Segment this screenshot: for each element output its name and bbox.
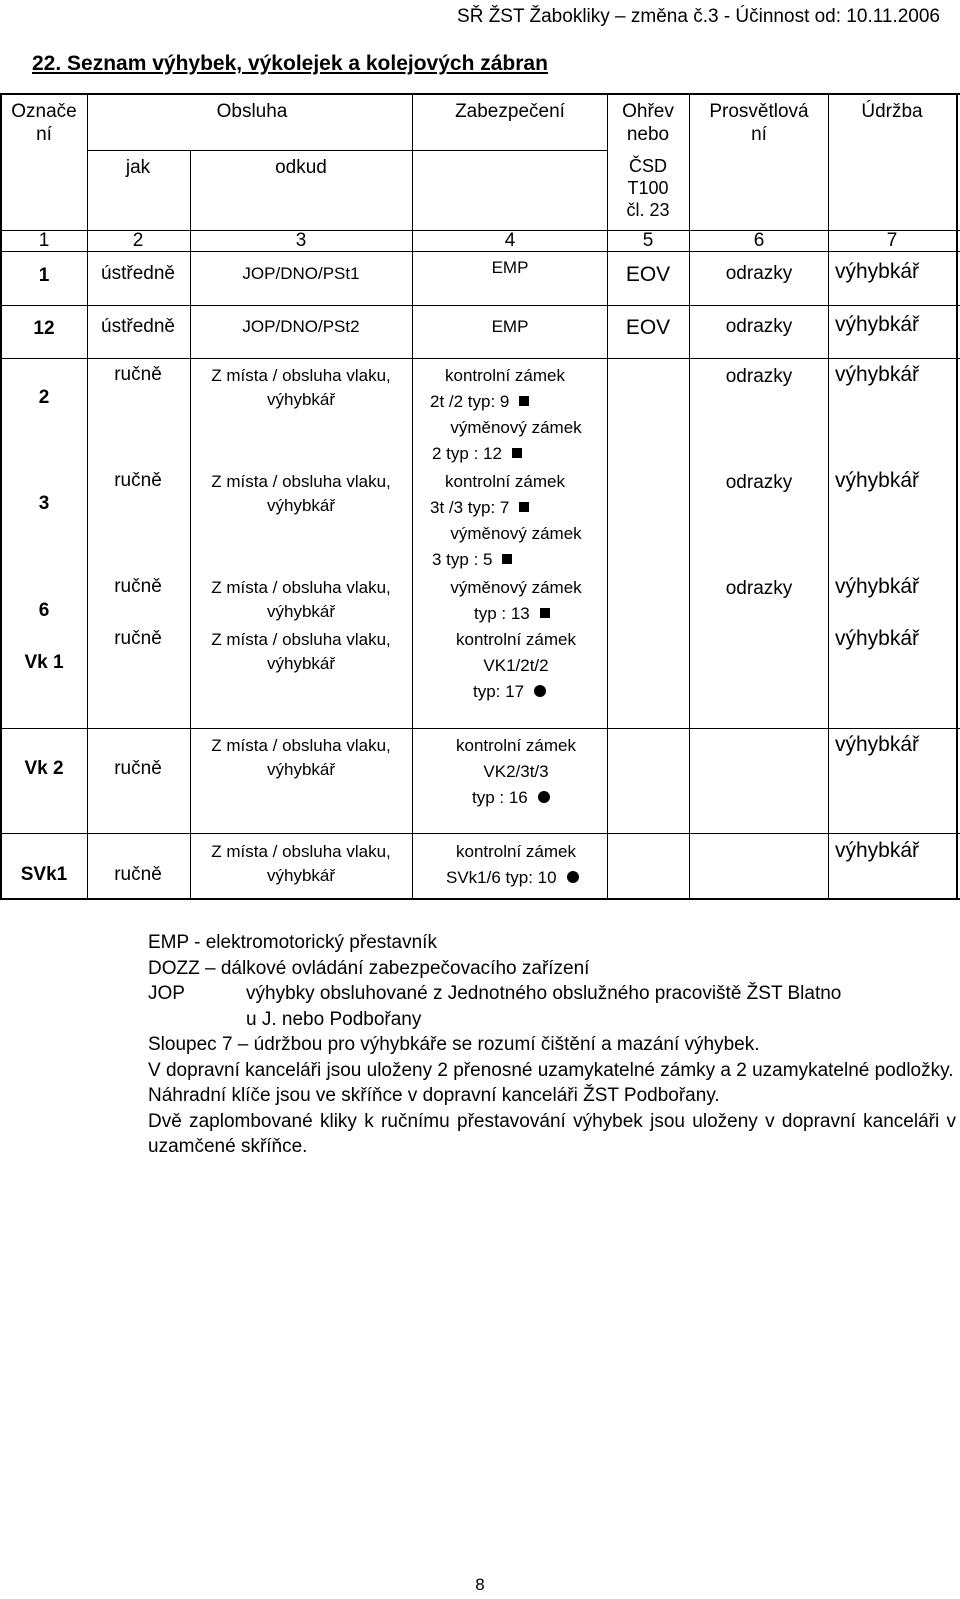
row-1-id: 1 xyxy=(38,265,50,286)
row-2-zab-line-2: 2t /2 typ: 9 xyxy=(430,392,529,412)
row-svk1-zab-line-1: kontrolní zámek xyxy=(456,842,576,861)
row-1-udrzba: výhybkář xyxy=(834,260,920,283)
col-number-5: 5 xyxy=(642,230,654,251)
circle-marker-icon xyxy=(534,685,546,697)
row-1-prosvetlovani: odrazky xyxy=(725,263,793,284)
row-6-zab-line-2: typ : 13 xyxy=(474,604,550,624)
row-2-id: 2 xyxy=(38,387,50,408)
row-vk2-zab-line-3: typ : 16 xyxy=(472,788,550,808)
col-oznaceni-header: Označe ní xyxy=(11,101,77,145)
row-6-zab-line-1: výměnový zámek xyxy=(450,578,582,597)
note-jop-continuation: u J. nebo Podbořany xyxy=(246,1008,422,1030)
col-csd-header: ČSD T100 čl. 23 xyxy=(626,156,670,220)
row-2-jak: ručně xyxy=(114,364,162,385)
row-2-zab-line-1: kontrolní zámek xyxy=(445,366,565,385)
page-number: 8 xyxy=(475,1575,485,1594)
row-12-prosvetlovani: odrazky xyxy=(725,316,793,337)
row-3-odkud: Z místa / obsluha vlaku, výhybkář xyxy=(211,472,391,515)
row-3-zab-line-3: výměnový zámek xyxy=(450,524,582,543)
row-vk1-zab-line-2: VK1/2t/2 xyxy=(483,656,549,675)
row-1-zabezpeceni: EMP xyxy=(491,258,529,277)
row-6-id: 6 xyxy=(38,600,50,621)
circle-marker-icon xyxy=(538,791,550,803)
row-12-jak: ústředně xyxy=(101,316,175,337)
note-kliky: Dvě zaplombované kliky k ručnímu přestavování výhybek jsou uloženy v dopravní kanceláři v uzamčené skříňce. xyxy=(148,1110,956,1157)
row-vk2-zab-line-2: VK2/3t/3 xyxy=(483,762,549,781)
row-svk1-id: SVk1 xyxy=(20,864,68,885)
row-1-jak: ústředně xyxy=(101,263,175,284)
col-obsluha-header: Obsluha xyxy=(216,101,288,122)
col-jak-header: jak xyxy=(125,157,151,178)
row-vk2-udrzba: výhybkář xyxy=(834,733,920,756)
col-udrzba-header: Údržba xyxy=(861,101,923,122)
col-ohrev-header: Ohřev nebo xyxy=(622,101,674,145)
square-marker-icon xyxy=(540,608,550,618)
note-dozz: DOZZ – dálkové ovládání zabezpečovacího zařízení xyxy=(148,957,590,979)
col-number-6: 6 xyxy=(753,230,765,251)
row-vk2-jak: ručně xyxy=(114,758,162,779)
notes-section xyxy=(148,930,956,1160)
row-vk1-zab-line-3: typ: 17 xyxy=(473,682,546,702)
row-3-zab-line-4: 3 typ : 5 xyxy=(432,550,512,570)
row-vk1-odkud: Z místa / obsluha vlaku, výhybkář xyxy=(211,630,391,673)
row-2-zab-line-3: výměnový zámek xyxy=(450,418,582,437)
row-2-odkud: Z místa / obsluha vlaku, výhybkář xyxy=(211,366,391,409)
page-title: 22. Seznam výhybek, výkolejek a kolejových zábran xyxy=(32,52,548,75)
col-number-1: 1 xyxy=(38,230,50,251)
row-3-jak: ručně xyxy=(114,470,162,491)
row-vk1-jak: ručně xyxy=(114,628,162,649)
col-prosvetlovani-header: Prosvětlová ní xyxy=(709,101,809,145)
row-vk1-zab-line-1: kontrolní zámek xyxy=(456,630,576,649)
note-jop: JOP výhybky obsluhované z Jednotného obslužného pracoviště ŽST Blatno xyxy=(148,983,842,1004)
square-marker-icon xyxy=(502,554,512,564)
row-3-prosvetlovani: odrazky xyxy=(725,472,793,493)
col-zabezpeceni-header: Zabezpečení xyxy=(455,101,565,122)
row-2-zab-line-4: 2 typ : 12 xyxy=(432,444,522,464)
square-marker-icon xyxy=(512,448,522,458)
row-3-id: 3 xyxy=(38,493,50,514)
row-2-prosvetlovani: odrazky xyxy=(725,366,793,387)
row-svk1-jak: ručně xyxy=(114,864,162,885)
row-3-zab-line-1: kontrolní zámek xyxy=(445,472,565,491)
row-1-odkud: JOP/DNO/PSt1 xyxy=(242,264,360,283)
row-6-odkud: Z místa / obsluha vlaku, výhybkář xyxy=(211,578,391,621)
row-svk1-udrzba: výhybkář xyxy=(834,839,920,862)
row-vk2-odkud: Z místa / obsluha vlaku, výhybkář xyxy=(211,736,391,779)
square-marker-icon xyxy=(519,396,529,406)
row-12-id: 12 xyxy=(33,318,55,339)
col-number-7: 7 xyxy=(886,230,898,251)
col-odkud-header: odkud xyxy=(275,157,327,178)
row-3-zab-line-2: 3t /3 typ: 7 xyxy=(430,498,529,518)
row-12-zabezpeceni: EMP xyxy=(491,317,529,336)
row-1-ohrev: EOV xyxy=(625,263,671,286)
row-svk1-zab-line-2: SVk1/6 typ: 10 xyxy=(446,868,579,888)
document-header: SŘ ŽST Žabokliky – změna č.3 - Účinnost od: 10.11.2006 xyxy=(457,6,940,27)
row-vk2-zab-line-1: kontrolní zámek xyxy=(456,736,576,755)
row-vk1-udrzba: výhybkář xyxy=(834,627,920,650)
note-sloupec-7: Sloupec 7 – údržbou pro výhybkáře se rozumí čištění a mazání výhybek. xyxy=(148,1034,760,1055)
row-3-udrzba: výhybkář xyxy=(834,469,920,492)
note-kancelar: V dopravní kanceláři jsou uloženy 2 přenosné uzamykatelné zámky a 2 uzamykatelné podložky. xyxy=(148,1059,954,1081)
col-number-3: 3 xyxy=(295,230,307,251)
note-klice: Náhradní klíče jsou ve skříňce v dopravní kanceláři ŽST Podbořany. xyxy=(148,1085,720,1106)
circle-marker-icon xyxy=(567,871,579,883)
row-12-ohrev: EOV xyxy=(625,316,671,339)
square-marker-icon xyxy=(519,502,529,512)
row-6-udrzba: výhybkář xyxy=(834,575,920,598)
row-vk1-id: Vk 1 xyxy=(24,652,64,673)
row-12-odkud: JOP/DNO/PSt2 xyxy=(242,317,360,336)
col-number-2: 2 xyxy=(132,230,144,251)
row-2-udrzba: výhybkář xyxy=(834,363,920,386)
row-6-jak: ručně xyxy=(114,576,162,597)
row-12-udrzba: výhybkář xyxy=(834,313,920,336)
row-6-prosvetlovani: odrazky xyxy=(725,578,793,599)
col-number-4: 4 xyxy=(504,230,516,251)
row-svk1-odkud: Z místa / obsluha vlaku, výhybkář xyxy=(211,842,391,885)
note-emp: EMP - elektromotorický přestavník xyxy=(148,932,437,953)
row-vk2-id: Vk 2 xyxy=(24,758,64,779)
